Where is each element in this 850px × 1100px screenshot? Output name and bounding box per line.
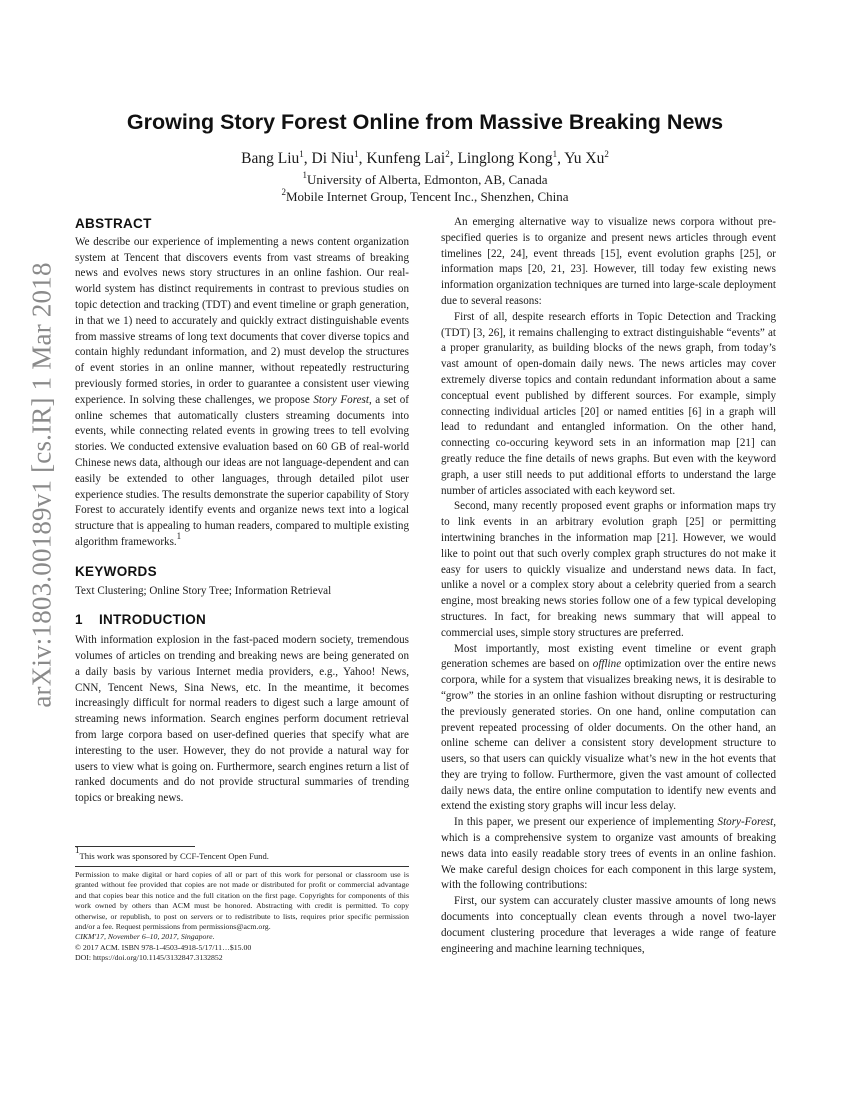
footnote-rule xyxy=(75,846,195,847)
footnote-mark: 1 xyxy=(75,845,80,855)
abstract-text xyxy=(75,235,409,551)
author-list: Bang Liu$^1$, Di Niu$^1$, Kunfeng Lai$^2$, Linglong Kong$^1$, Yu Xu$^2$ xyxy=(241,149,609,167)
affiliation xyxy=(0,189,850,205)
body-text: optimization over the entire news corpora, while for a system that visualizes breaking news, it is desirable to “grow” the stories in an online fashion without disrupting or restructuring the previously generated stories. On one hand, online computation can prevent repeated processing of older documents. On the other hand, an online scheme can deliver a consistent story development structure to users, so that users can quickly visualize what’s new in the hot events that they are trying to follow. Furthermore, given the vast amount of collected daily news data, the entire online computation to identify new events and extend the existing story graphs will incur less delay. xyxy=(441,658,776,813)
affiliation-mark: 2 xyxy=(281,187,286,197)
doi-link[interactable]: DOI: https://doi.org/10.1145/3132847.3132852 xyxy=(75,953,223,963)
author-name: Bang Liu xyxy=(241,150,300,167)
author-name: Linglong Kong xyxy=(457,150,553,167)
author-name: Di Niu xyxy=(311,150,355,167)
permission-block xyxy=(75,866,409,964)
paper-title: Growing Story Forest Online from Massive Breaking News xyxy=(126,110,724,134)
author-name: Yu Xu xyxy=(564,150,605,167)
author-name: Kunfeng Lai xyxy=(366,150,446,167)
affiliation xyxy=(0,172,850,188)
author-affiliation-mark: 1 xyxy=(354,149,359,159)
abstract-part: We describe our experience of implementing a news content organization system at Tencent that discovers events from vast streams of breaking news and evolves news story structures in an online fashion. Our real-world system has distinct requirements in contrast to previous studies on topic detection and tracking (TDT) and event timeline or graph generation, in that we 1) need to accurately and quickly extract distinguishable events from massive streams of long text documents that cover diverse topics and contain highly redundant information, and 2) must develop the structures of event stories in an online manner, without repeatedly restructuring previously formed stories, in order to guarantee a consistent user viewing experience. In solving these challenges, we propose xyxy=(75,235,409,406)
footnote xyxy=(75,846,409,862)
body-text: , which is a comprehensive system to organize vast amounts of breaking news data into easily readable story trees of events in an online fashion. We make careful design choices for each component in this large system, with the following contributions: xyxy=(441,816,776,892)
copyright-info: © 2017 ACM. ISBN 978-1-4503-4918-5/17/11…$15.00 xyxy=(75,942,252,952)
body-text: In this paper, we present our experience of implementing xyxy=(454,816,714,829)
author-affiliation-mark: 2 xyxy=(604,149,609,159)
body-text: Most importantly, most existing event timeline or event graph generation schemes are based on xyxy=(441,642,776,671)
conference-info: CIKM'17, November 6–10, 2017, Singapore. xyxy=(75,932,215,942)
body-paragraph: Second, many recently proposed event graphs or information maps try to link events in an arbitrary evolution graph [25] or permitting intertwining branches in the information map [21]. However, we would like to point out that such overly complex graph structures do not make it easy for users to quickly visualize and understand news data. In fact, unlike a novel or a complex story about a celebrity queried from a search engine, most breaking news stories follow one of a few typical developing structures. In fact, for breaking news summary that will appeal to commercial uses, simple story structures are preferred. xyxy=(441,500,776,639)
body-paragraph: First of all, despite research efforts in Topic Detection and Tracking (TDT) [3, 26], it remains challenging to extract distinguishable “events” at a proper granularity, as building blocks of the news graph, from today’s vast amount of open-domain daily news. The news articles may cover extremely diverse topics and contain redundant information about a same conceptual event published by different sources. For example, simply connecting individual articles [20] or named entities [6] in a graph will lead to redundant and entangled information. On the other hand, connecting co-occuring keyword sets in an information map [21] can greatly reduce the fine details of news graphs. But even with the keyword graph, a user still needs to put additional efforts to understand the large number of articles associated with each keyword set. xyxy=(441,310,776,497)
left-column xyxy=(75,214,409,807)
keywords-heading: KEYWORDS xyxy=(75,563,157,579)
affiliation-text: Mobile Internet Group, Tencent Inc., Shenzhen, China xyxy=(285,189,569,204)
keywords-text: Text Clustering; Online Story Tree; Information Retrieval xyxy=(75,584,332,597)
abstract-emphasis: Story Forest xyxy=(313,393,369,406)
affiliation-text: University of Alberta, Edmonton, AB, Canada xyxy=(307,172,548,187)
author-affiliation-mark: 2 xyxy=(445,149,450,159)
body-emphasis: Story-Forest xyxy=(717,816,774,829)
section-heading-introduction xyxy=(75,612,409,628)
permission-text: Permission to make digital or hard copies of all or part of this work for personal or classroom use is granted without fee provided that copies are not made or distributed for profit or commercial advantage and that copies bear this notice and the full citation on the first page. Copyrights for components of this work owned by others than ACM must be honored. Abstracting with credit is permitted. To copy otherwise, or republish, to post on servers or to redistribute to lists, requires prior specific permission and/or a fee. Request permissions from permissions@acm.org. xyxy=(75,870,409,932)
right-column xyxy=(441,215,776,957)
body-paragraph: An emerging alternative way to visualize news corpora without pre-specified queries is to organize and present news articles through event timelines [22, 24], event threads [15], event evolution graphs [25], or information maps [20, 21, 23]. However, till today few existing news information organization techniques are turned into large-scale deployment due to several reasons: xyxy=(441,216,776,307)
footnote-mark: 1 xyxy=(176,530,182,541)
affiliation-mark: 1 xyxy=(302,170,308,180)
author-affiliation-mark: 1 xyxy=(299,149,304,159)
body-paragraph xyxy=(441,815,776,894)
body-paragraph: First, our system can accurately cluster massive amounts of long news documents into conceptually clean events through a novel two-layer document clustering procedure that leverages a wide range of feature engineering and machine learning techniques, xyxy=(441,895,776,955)
section-title: INTRODUCTION xyxy=(99,612,207,628)
abstract-heading: ABSTRACT xyxy=(75,216,152,231)
arxiv-stamp-text: arXiv:1803.00189v1 [cs.IR] 1 Mar 2018 xyxy=(26,262,57,708)
author-affiliation-mark: 1 xyxy=(552,149,558,159)
body-emphasis: offline xyxy=(592,658,622,671)
section-number: 1 xyxy=(75,612,83,628)
arxiv-stamp xyxy=(22,262,62,708)
footnote-text: This work was sponsored by CCF-Tencent Open Fund. xyxy=(79,851,269,861)
abstract-part: , a set of online schemes that automatically clusters streaming documents into events, while connecting related events in growing trees to tell evolving stories. We conducted extensive evaluation based on 60 GB of real-world Chinese news data, although our ideas are not language-dependent and can easily be extended to other languages, through detailed pilot user experience studies. The results demonstrate the superior capability of Story Forest to accurately identify events and organize news text into a logical structure that is appealing to human readers, compared to multiple existing algorithm frameworks. xyxy=(75,393,409,548)
introduction-paragraph: With information explosion in the fast-paced modern society, tremendous volumes of articles on trending and breaking news are being generated on a daily basis by various Internet media providers, e.g., Yahoo! News, CNN, Tencent News, Sina News, etc. In the meantime, it becomes increasingly difficult for normal readers to digest such a large amount of streaming news information. Search engines perform document retrieval from large corpora based on user-defined queries that specify what are interesting to the user. However, they do not provide a natural way for users to view what is going on. Furthermore, search engines return a list of ranked documents and do not provide structural summaries of trending topics or breaking news. xyxy=(75,634,409,805)
permission-rule xyxy=(75,866,409,867)
body-paragraph xyxy=(441,642,776,816)
